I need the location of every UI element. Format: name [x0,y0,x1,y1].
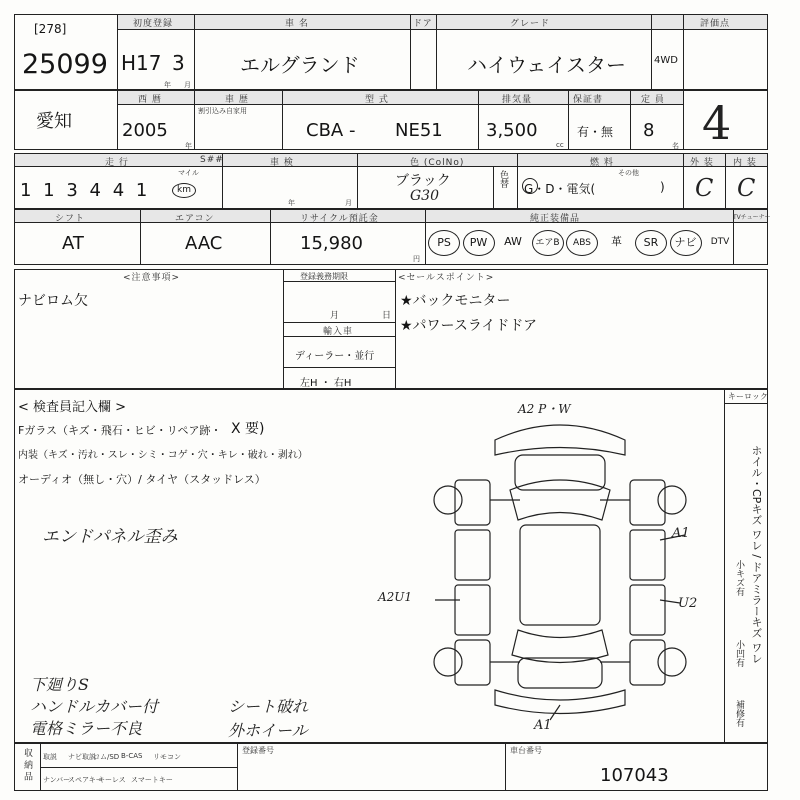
fuel-gas-circle [522,178,538,194]
right-front-door [630,530,665,580]
small-note-1: 小キズ有 [734,560,744,596]
equipment-dtv: DTV [710,237,730,247]
small-note-2: 小凹有 [734,640,744,667]
left-front-door [455,530,490,580]
inspector-line1-mark: X 要) [231,421,265,437]
chassis-number-label: 車台番号 [510,746,542,755]
chassis-number: 107043 [600,765,669,786]
right-front-wheel [658,486,686,514]
left-front-wheel [434,486,462,514]
mark-right-front: A1 [672,526,690,541]
accessory-item: リモコン [153,753,181,761]
color-code: G30 [410,188,439,204]
sales-point-2: ★パワースライドドア [400,318,538,334]
left-front-fender [455,480,490,525]
equipment-abs: ABS [566,230,598,256]
accessory-item: キーレス [98,776,126,784]
recycle-fee: 15,980 [300,233,363,254]
mileage: 1 1 3 4 4 1 [20,180,151,201]
accessory-item: スマートキー [131,776,173,784]
aircon: AAC [185,233,223,254]
handle-option: 左H ・ 右H [300,378,352,389]
accessory-item: ロム/SD [93,753,120,761]
equipment-sr: SR [635,230,667,256]
drive-type: 4WD [654,55,678,66]
sales-point-1: ★バックモニター [400,293,511,309]
row1-header-band [117,15,767,29]
first-reg-label: 初度登録 [133,19,174,29]
right-rear-door [630,585,665,635]
equipment-ナビ: ナビ [670,230,702,256]
car-diagram [420,400,700,740]
hood [515,455,605,490]
inspector-title: < 検査員記入欄 > [18,400,127,415]
dealer-option: ディーラー・並行 [295,351,375,362]
equipment-aw: AW [504,235,522,248]
grade: ハイウェイスター [467,53,626,77]
score-handwritten: 4 [702,96,732,150]
windshield [510,480,610,520]
small-note-3: 補修有 [734,700,744,727]
lot-number: 25099 [22,49,108,80]
accessory-items [40,743,237,791]
rear-bumper [495,690,625,714]
exterior-grade: C [695,174,714,202]
inspector-line3: オーディオ（無し・穴）/ タイヤ（スタッドレス） [18,473,266,486]
first-reg-month: 3 [172,51,185,75]
right-front-fender [630,480,665,525]
equipment-ps: PS [428,230,460,256]
equipment-list [428,228,768,260]
mark-bottom: A1 [534,718,552,733]
grade-label: グレード [510,19,551,29]
capacity: 8 [643,120,655,141]
ownership-label: 収 納 品 [22,748,32,781]
car-name: エルグランド [240,53,360,77]
caution-text: ナビロム欠 [18,293,88,309]
first-reg-era: H17 [121,51,162,75]
left-rear-wheel [434,648,462,676]
hand-note-bottom-right-1: シート破れ [228,697,309,716]
right-rear-wheel [658,648,686,676]
car-name-label: 車 名 [285,19,309,29]
equipment-エアb: エアB [532,230,564,256]
interior-grade: C [737,174,756,202]
reg-number-label: 登録番号 [242,746,274,755]
mark-left: A2U1 [378,590,413,604]
mark-right-rear: U2 [678,596,698,611]
accessory-item: ナンバー [43,776,71,784]
model-code: NE51 [395,120,443,141]
hand-note-end-panel: エンドパネル歪み [42,527,178,547]
inspector-line2: 内装（キズ・汚れ・スレ・シミ・コゲ・穴・キレ・破れ・剥れ） [18,450,308,461]
hand-note-bottom-right-2: 外ホイール [228,721,308,740]
accessory-item: スペアキー [68,776,103,784]
front-bumper [495,425,625,455]
km-circle: km [172,183,196,198]
region: 愛知 [36,111,72,132]
vertical-legend: ホイル・CPキズ ワレ / ドアミラーキズ ワレ [750,445,763,665]
inspector-line1: Fガラス（キズ・飛石・ヒビ・リペア跡・ [18,424,222,437]
doors-label: ドア [413,19,433,29]
accessory-item: 取説 [43,753,57,761]
accessory-item: B-CAS [121,752,143,760]
mark-top: A2 P・W [518,402,571,416]
key-lock-label: キーロック [728,392,768,401]
warranty: 有・無 [577,125,614,139]
shift: AT [62,233,84,254]
left-rear-door [455,585,490,635]
hand-note-bottom-1: 下廻りS [30,675,89,694]
color: ブラック [395,173,451,189]
equipment-pw: PW [463,230,495,256]
hand-note-bottom-2: ハンドルカバー付 [30,697,159,716]
left-rear-fender [455,640,490,685]
score-label: 評価点 [700,19,731,29]
roof [520,525,600,625]
hand-note-bottom-3: 電格ミラー不良 [30,719,143,738]
lot-label-top: [278] [34,22,67,36]
equipment-革: 革 [611,235,622,248]
displacement: 3,500 [486,120,538,141]
fuel: G・D・電気( [524,182,596,196]
right-rear-fender [630,640,665,685]
model-prefix: CBA - [306,120,356,141]
accessory-item: ナビ取説 [68,753,96,761]
western-year: 2005 [122,120,168,141]
